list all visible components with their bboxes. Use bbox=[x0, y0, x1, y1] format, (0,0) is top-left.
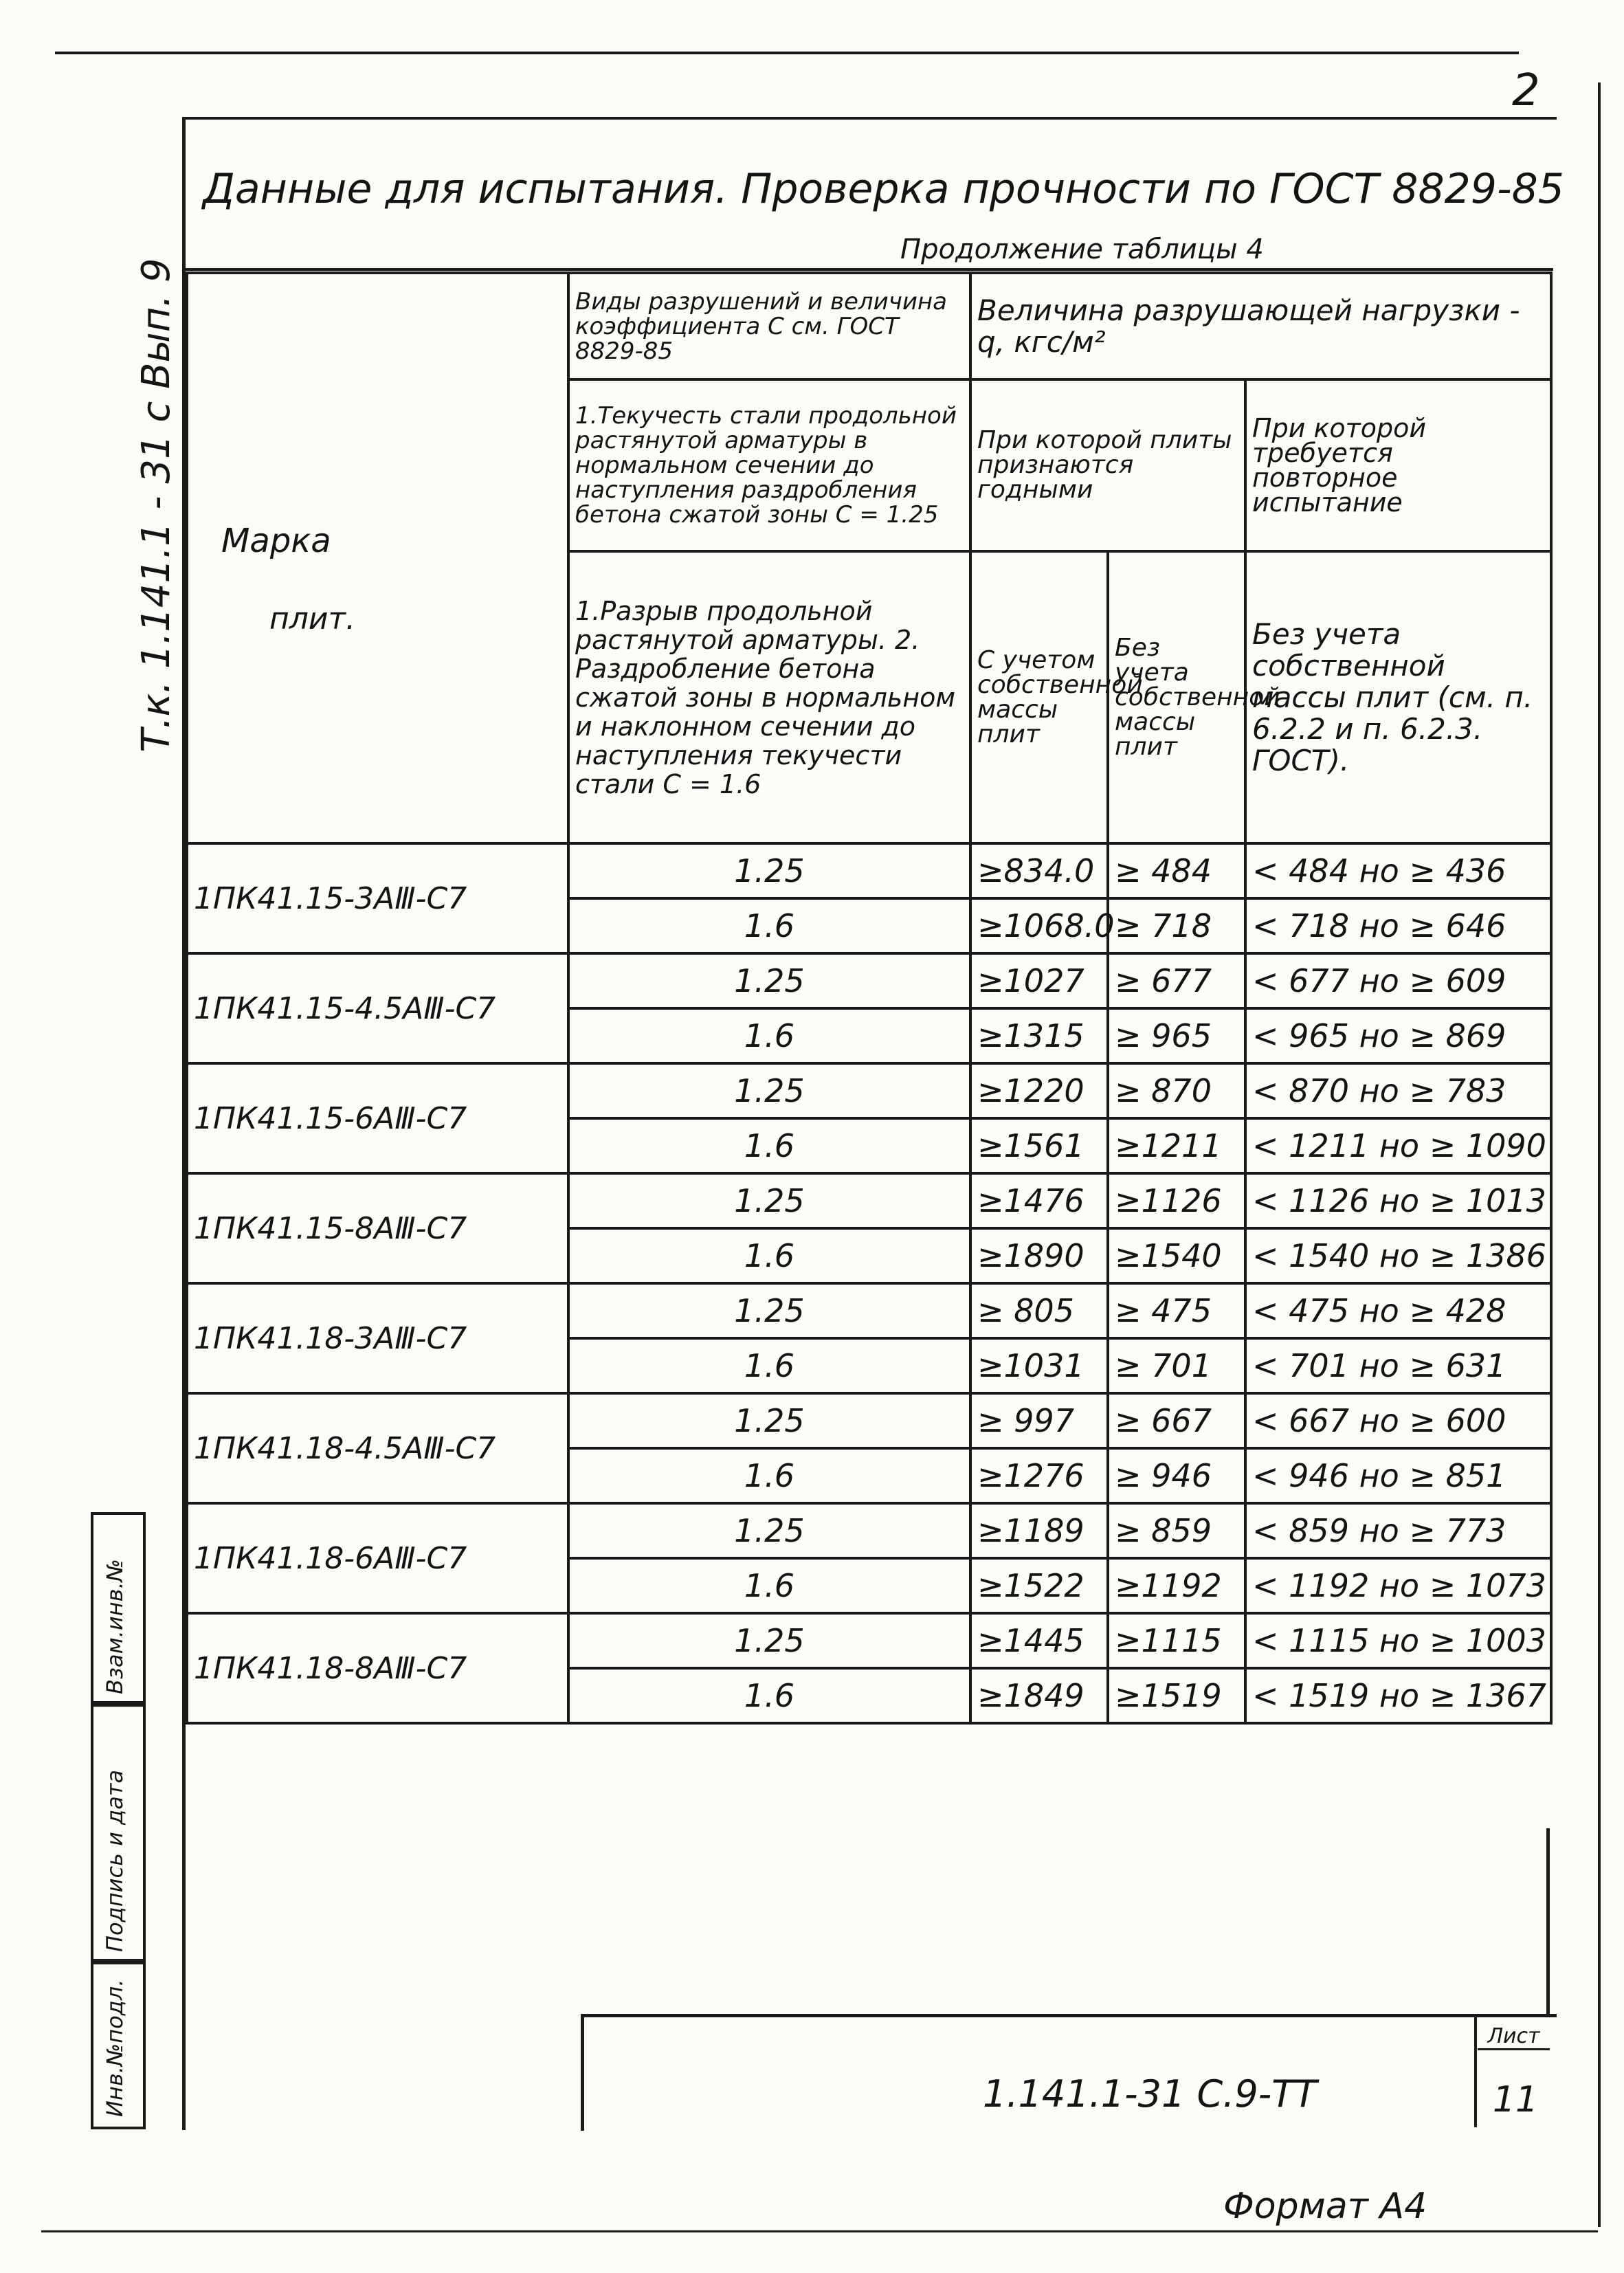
document-code: 1.141.1-31 С.9-ТТ bbox=[983, 2072, 1317, 2116]
coefficient-c: 1.6 bbox=[568, 1118, 970, 1173]
table-row bbox=[187, 1173, 1551, 1228]
load-without-mass: ≥1126 bbox=[1108, 1173, 1245, 1228]
table-row bbox=[187, 953, 1551, 1008]
retest-range: < 667 но ≥ 600 bbox=[1245, 1393, 1551, 1448]
bottom-edge-line bbox=[41, 2230, 1598, 2232]
load-with-mass: ≥ 997 bbox=[970, 1393, 1108, 1448]
side-document-code: Т.к. 1.141.1 - 31 с Вып. 9 bbox=[134, 258, 179, 753]
load-without-mass: ≥1519 bbox=[1108, 1668, 1245, 1723]
coefficient-c: 1.25 bbox=[568, 1393, 970, 1448]
test-data-table bbox=[186, 271, 1553, 1725]
side-sign-date-label: Подпись и дата bbox=[102, 1769, 128, 1952]
types-heading: Виды разрушений и величина коэффициента С см. ГОСТ 8829-85 bbox=[568, 273, 970, 379]
corner-number: 2 bbox=[1512, 65, 1540, 116]
table-row bbox=[187, 843, 1551, 898]
retest-range: < 965 но ≥ 869 bbox=[1245, 1008, 1551, 1063]
table-bottom-line bbox=[1546, 1828, 1550, 2014]
retest-range: < 718 но ≥ 646 bbox=[1245, 898, 1551, 953]
load-without-mass: ≥ 677 bbox=[1108, 953, 1245, 1008]
load-with-mass: ≥1522 bbox=[970, 1558, 1108, 1613]
coefficient-c: 1.6 bbox=[568, 898, 970, 953]
retest-range: < 1115 но ≥ 1003 bbox=[1245, 1613, 1551, 1668]
retest-range: < 1211 но ≥ 1090 bbox=[1245, 1118, 1551, 1173]
coefficient-c: 1.25 bbox=[568, 843, 970, 898]
table-continuation-label: Продолжение таблицы 4 bbox=[900, 234, 1264, 265]
plate-mark: 1ПК41.18-4.5АⅢ-С7 bbox=[187, 1393, 568, 1503]
load-with-mass: ≥1027 bbox=[970, 953, 1108, 1008]
failure-type-1: 1.Текучесть стали продольной растянутой арматуры в нормальном сечении до наступления раздробления бетона сжатой зоны С = 1.25 bbox=[568, 379, 970, 551]
plate-mark: 1ПК41.15-6АⅢ-С7 bbox=[187, 1063, 568, 1173]
load-without-mass: ≥ 475 bbox=[1108, 1283, 1245, 1338]
load-with-mass: ≥1476 bbox=[970, 1173, 1108, 1228]
retest-note: Без учета собственной массы плит (см. п. 6.2.2 и п. 6.2.3. ГОСТ). bbox=[1245, 551, 1551, 843]
sheet-number: 11 bbox=[1492, 2079, 1539, 2120]
with-mass-heading: С учетом собственной массы плит bbox=[970, 551, 1108, 843]
load-without-mass: ≥1115 bbox=[1108, 1613, 1245, 1668]
retest-range: < 1519 но ≥ 1367 bbox=[1245, 1668, 1551, 1723]
coefficient-c: 1.25 bbox=[568, 1283, 970, 1338]
mark-label-1: Марка bbox=[221, 521, 331, 560]
load-without-mass: ≥1211 bbox=[1108, 1118, 1245, 1173]
coefficient-c: 1.6 bbox=[568, 1558, 970, 1613]
load-with-mass: ≥1189 bbox=[970, 1503, 1108, 1558]
load-without-mass: ≥ 484 bbox=[1108, 843, 1245, 898]
plate-mark: 1ПК41.18-3АⅢ-С7 bbox=[187, 1283, 568, 1393]
table-row bbox=[187, 1393, 1551, 1448]
retest-range: < 1126 но ≥ 1013 bbox=[1245, 1173, 1551, 1228]
plate-mark: 1ПК41.15-8АⅢ-С7 bbox=[187, 1173, 568, 1283]
load-with-mass: ≥1849 bbox=[970, 1668, 1108, 1723]
top-edge-line bbox=[55, 52, 1519, 54]
coefficient-c: 1.6 bbox=[568, 1668, 970, 1723]
sheet-label: Лист bbox=[1478, 2024, 1550, 2050]
retest-heading: При которой требуется повторное испытание bbox=[1245, 379, 1551, 551]
load-with-mass: ≥1561 bbox=[970, 1118, 1108, 1173]
mark-header bbox=[187, 273, 568, 843]
right-edge-line bbox=[1598, 82, 1601, 2227]
coefficient-c: 1.6 bbox=[568, 1228, 970, 1283]
retest-range: < 484 но ≥ 436 bbox=[1245, 843, 1551, 898]
load-with-mass: ≥1890 bbox=[970, 1228, 1108, 1283]
load-without-mass: ≥1540 bbox=[1108, 1228, 1245, 1283]
mark-label-2: плит. bbox=[269, 601, 356, 636]
retest-range: < 1540 но ≥ 1386 bbox=[1245, 1228, 1551, 1283]
load-with-mass: ≥834.0 bbox=[970, 843, 1108, 898]
table-row bbox=[187, 1503, 1551, 1558]
load-without-mass: ≥ 870 bbox=[1108, 1063, 1245, 1118]
coefficient-c: 1.6 bbox=[568, 1338, 970, 1393]
load-with-mass: ≥ 805 bbox=[970, 1283, 1108, 1338]
retest-range: < 870 но ≥ 783 bbox=[1245, 1063, 1551, 1118]
plate-mark: 1ПК41.15-4.5АⅢ-С7 bbox=[187, 953, 568, 1063]
table-row bbox=[187, 1063, 1551, 1118]
load-without-mass: ≥ 718 bbox=[1108, 898, 1245, 953]
load-with-mass: ≥1068.0 bbox=[970, 898, 1108, 953]
load-without-mass: ≥ 667 bbox=[1108, 1393, 1245, 1448]
load-without-mass: ≥ 859 bbox=[1108, 1503, 1245, 1558]
load-with-mass: ≥1445 bbox=[970, 1613, 1108, 1668]
retest-range: < 859 но ≥ 773 bbox=[1245, 1503, 1551, 1558]
retest-range: < 677 но ≥ 609 bbox=[1245, 953, 1551, 1008]
load-heading: Величина разрушающей нагрузки - q, кгс/м² bbox=[970, 273, 1551, 379]
table-row bbox=[187, 1613, 1551, 1668]
coefficient-c: 1.25 bbox=[568, 1503, 970, 1558]
page-title: Данные для испытания. Проверка прочности по ГОСТ 8829-85 bbox=[203, 165, 1564, 213]
retest-range: < 475 но ≥ 428 bbox=[1245, 1283, 1551, 1338]
retest-range: < 701 но ≥ 631 bbox=[1245, 1338, 1551, 1393]
load-without-mass: ≥ 701 bbox=[1108, 1338, 1245, 1393]
load-with-mass: ≥1315 bbox=[970, 1008, 1108, 1063]
fit-heading: При которой плиты признаются годными bbox=[970, 379, 1245, 551]
load-without-mass: ≥1192 bbox=[1108, 1558, 1245, 1613]
load-without-mass: ≥ 965 bbox=[1108, 1008, 1245, 1063]
load-with-mass: ≥1220 bbox=[970, 1063, 1108, 1118]
plate-mark: 1ПК41.15-3АⅢ-С7 bbox=[187, 843, 568, 953]
coefficient-c: 1.25 bbox=[568, 1173, 970, 1228]
coefficient-c: 1.25 bbox=[568, 953, 970, 1008]
load-with-mass: ≥1276 bbox=[970, 1448, 1108, 1503]
table-row bbox=[187, 1283, 1551, 1338]
retest-range: < 946 но ≥ 851 bbox=[1245, 1448, 1551, 1503]
plate-mark: 1ПК41.18-8АⅢ-С7 bbox=[187, 1613, 568, 1723]
without-mass-heading: Без учета собственной массы плит bbox=[1108, 551, 1245, 843]
paper-format: Формат А4 bbox=[1223, 2186, 1427, 2227]
failure-type-2: 1.Разрыв продольной растянутой арматуры. 2. Раздробление бетона сжатой зоны в нормальном и наклонном сечении до наступления текучести стали С = 1.6 bbox=[568, 551, 970, 843]
table-body bbox=[187, 843, 1551, 1723]
title-underline bbox=[186, 268, 1553, 271]
retest-range: < 1192 но ≥ 1073 bbox=[1245, 1558, 1551, 1613]
coefficient-c: 1.6 bbox=[568, 1448, 970, 1503]
plate-mark: 1ПК41.18-6АⅢ-С7 bbox=[187, 1503, 568, 1613]
coefficient-c: 1.25 bbox=[568, 1613, 970, 1668]
side-inv-orig-label: Инв.№подл. bbox=[102, 1979, 128, 2117]
side-repl-inv-label: Взам.инв.№ bbox=[102, 1559, 128, 1694]
coefficient-c: 1.6 bbox=[568, 1008, 970, 1063]
load-with-mass: ≥1031 bbox=[970, 1338, 1108, 1393]
load-without-mass: ≥ 946 bbox=[1108, 1448, 1245, 1503]
coefficient-c: 1.25 bbox=[568, 1063, 970, 1118]
